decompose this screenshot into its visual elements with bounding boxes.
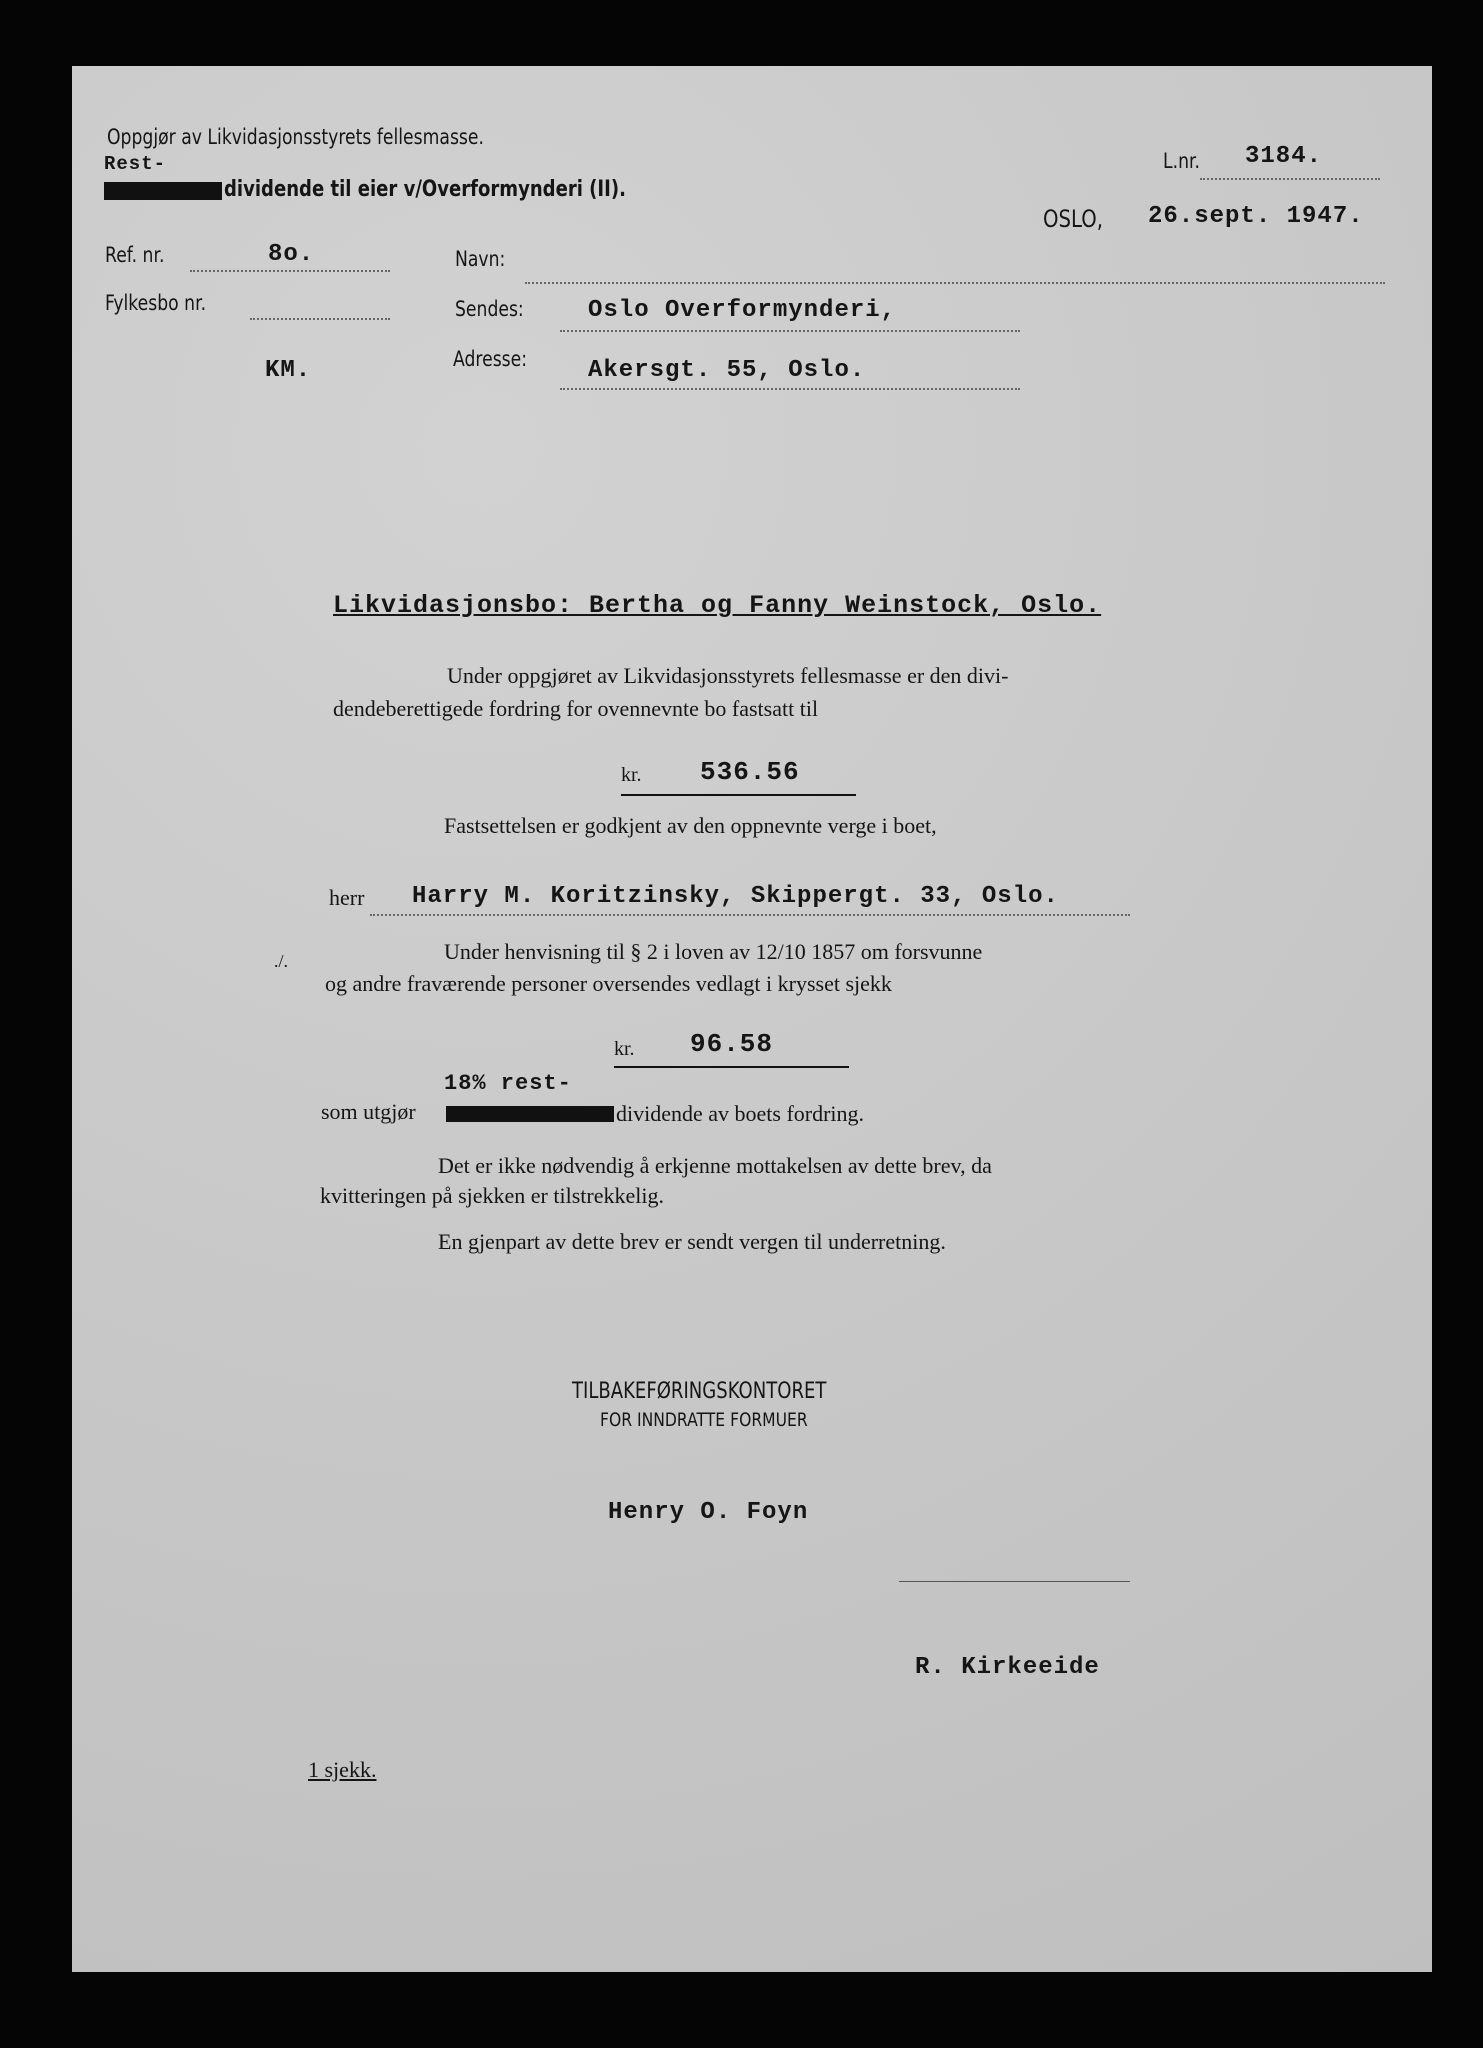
margin-mark: ./. [274,951,289,971]
adresse-label: Adresse: [453,347,528,371]
struck-text [104,182,222,200]
document-page [72,66,1432,1972]
ref-label: Ref. nr. [105,243,165,267]
paragraph-5b: kvitteringen på sjekken er tilstrekkelig. [320,1183,664,1208]
lnr-value: 3184. [1245,143,1323,170]
guardian-name: Harry M. Koritzinsky, Skippergt. 33, Oslo. [412,883,1059,910]
amount-2: 96.58 [690,1029,774,1059]
paragraph-3a: Under henvisning til § 2 i loven av 12/10 1857 om forsvunne [444,939,983,964]
date: 26.sept. 1947. [1148,203,1364,230]
office-subtitle: FOR INNDRATTE FORMUER [600,1409,808,1431]
enclosure: 1 sjekk. [308,1757,377,1782]
initials: KM. [265,357,312,384]
sendes-label: Sendes: [455,297,524,321]
sendes-value: Oslo Overformynderi, [588,297,897,324]
ref-value: 8o. [268,241,315,268]
kr-label-1: kr. [621,764,642,786]
paragraph-5a: Det er ikke nødvendig å erkjenne mottakelsen av dette brev, da [438,1153,992,1178]
fylkesbo-label: Fylkesbo nr. [105,291,207,315]
correction-text: Rest- [104,153,167,175]
place: OSLO, [1043,205,1104,233]
adresse-value: Akersgt. 55, Oslo. [588,357,866,384]
header-line1: Oppgjør av Likvidasjonsstyrets fellesmasse. [107,125,484,149]
paragraph-4-prefix: som utgjør [321,1099,416,1124]
signer-1: Henry O. Foyn [608,1499,809,1526]
paragraph-1a: Under oppgjøret av Likvidasjonsstyrets fellesmasse er den divi- [447,663,1009,688]
header-line2: dividende til eier v/Overformynderi (II). [224,177,626,202]
paragraph-2: Fastsettelsen er godkjent av den oppnevnte verge i boet, [444,813,937,838]
inserted-text: 18% rest- [444,1071,572,1096]
struck-text [446,1106,614,1122]
paragraph-6: En gjenpart av dette brev er sendt vergen til underretning. [438,1229,946,1254]
paragraph-4-suffix: dividende av boets fordring. [616,1101,865,1126]
amount-1: 536.56 [700,757,800,787]
office-name: TILBAKEFØRINGSKONTORET [572,1379,827,1404]
estate-title: Likvidasjonsbo: Bertha og Fanny Weinstock, Oslo. [333,591,1102,620]
navn-label: Navn: [455,247,506,271]
signer-2: R. Kirkeeide [915,1654,1100,1681]
kr-label-2: kr. [614,1038,635,1060]
paragraph-3b: og andre fraværende personer oversendes vedlagt i krysset sjekk [325,971,892,996]
herr-label: herr [329,885,365,910]
lnr-label: L.nr. [1163,149,1200,173]
paragraph-1b: dendeberettigede fordring for ovennevnte bo fastsatt til [333,696,819,721]
